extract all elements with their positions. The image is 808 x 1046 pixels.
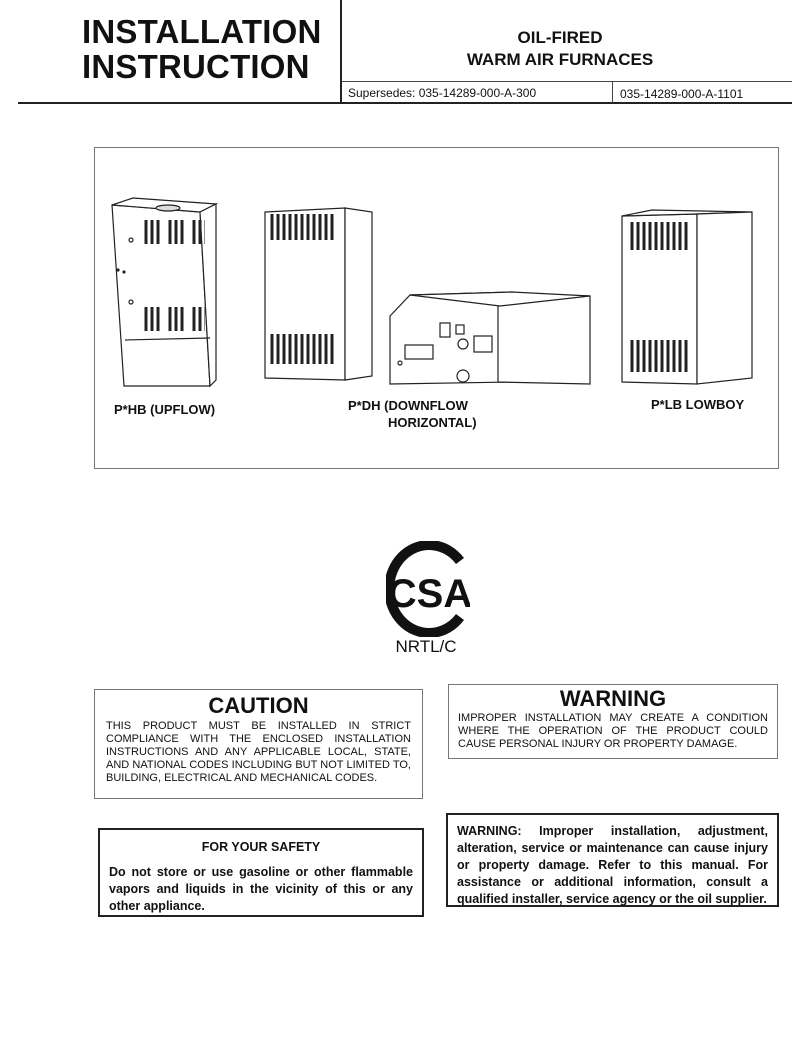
document-number: 035-14289-000-A-1101 <box>620 87 744 101</box>
csa-logo-letters: CSA <box>387 572 470 616</box>
nrtl-mark: NRTL/C <box>395 637 457 656</box>
warning-note-body: WARNING: Improper installation, adjustment, alteration, service or maintenance can cause injury or property damage. Refer to this manual. For assistance or additional information, consult a qualified installer, service agency or the oil supplier. <box>457 824 768 906</box>
lowboy-furnace-drawing <box>622 210 752 384</box>
safety-body: Do not store or use gasoline or other flammable vapors and liquids in the vicinity of this or any other appliance. <box>109 865 413 913</box>
supersedes-text: Supersedes: 035-14289-000-A-300 <box>348 86 537 100</box>
product-title-line-1: OIL-FIRED <box>517 28 603 47</box>
warning-title: WARNING <box>559 686 667 711</box>
downflow-label-line-1: P*DH (DOWNFLOW <box>348 398 468 413</box>
warning-box <box>448 684 778 759</box>
caution-box <box>94 689 423 799</box>
upflow-furnace-drawing <box>112 198 216 386</box>
caution-body: THIS PRODUCT MUST BE INSTALLED IN STRICT COMPLIANCE WITH THE ENCLOSED INSTALLATION INSTRUCTIONS AND ANY APPLICABLE LOCAL, STATE, AND NATIONAL CODES INCLUDING BUT NOT LIMITED TO, BUILDING, ELECTRICAL AND MECHANICAL CODES. <box>106 720 411 784</box>
lowboy-label: P*LB LOWBOY <box>651 397 745 412</box>
csa-logo <box>386 541 470 642</box>
caution-title: CAUTION <box>208 693 309 718</box>
downflow-furnace-drawing <box>265 208 590 384</box>
upflow-label: P*HB (UPFLOW) <box>114 402 216 417</box>
product-title-line-2: WARM AIR FURNACES <box>466 50 654 69</box>
warning-note-box <box>446 813 779 907</box>
title-line-2: INSTRUCTION <box>82 48 310 85</box>
csa-logo-icon <box>386 541 470 637</box>
safety-box <box>98 828 424 917</box>
downflow-label <box>348 397 477 431</box>
warning-body: IMPROPER INSTALLATION MAY CREATE A CONDITION WHERE THE OPERATION OF THE PRODUCT COULD CAUSE PERSONAL INJURY OR PROPERTY DAMAGE. <box>458 712 768 750</box>
downflow-label-line-2: HORIZONTAL) <box>388 415 477 430</box>
safety-title: FOR YOUR SAFETY <box>201 840 321 854</box>
title-line-1: INSTALLATION <box>82 13 322 50</box>
